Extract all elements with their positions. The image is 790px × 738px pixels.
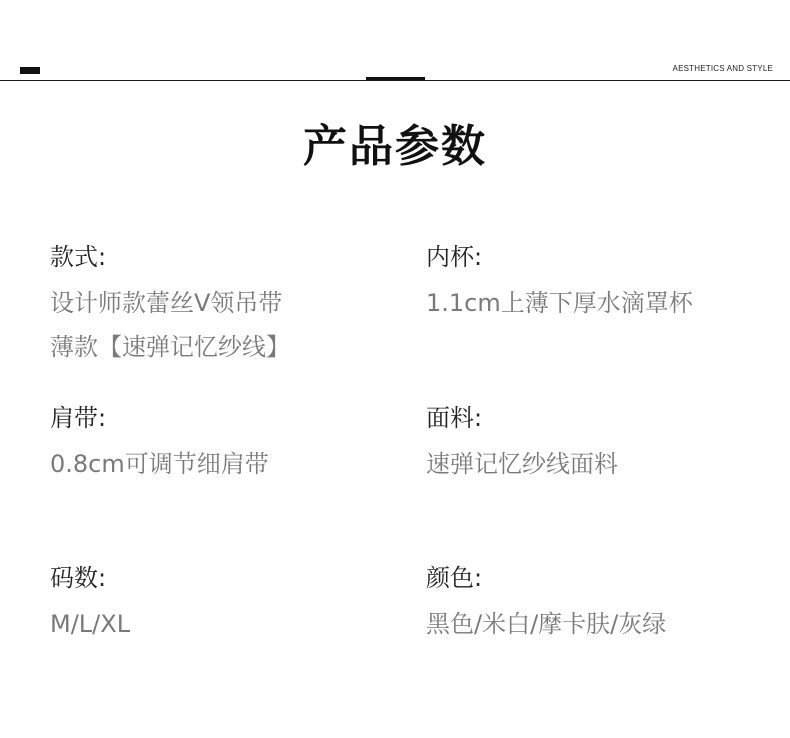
param-size-label: 码数:	[50, 564, 107, 592]
param-color-value: 黑色/米白/摩卡肤/灰绿	[426, 610, 667, 638]
param-fabric-value: 速弹记忆纱线面料	[426, 450, 618, 478]
header-tagline: AESTHETICS AND STYLE	[672, 64, 773, 73]
header-divider	[0, 80, 790, 81]
param-cup	[426, 242, 693, 318]
param-color	[426, 563, 666, 639]
param-size-value: M/L/XL	[50, 610, 131, 638]
param-style-value-line1: 设计师款蕾丝V领吊带	[50, 289, 283, 317]
param-fabric-label: 面料:	[426, 404, 483, 432]
param-style-label: 款式:	[50, 243, 107, 271]
param-style-value-line2: 薄款【速弹记忆纱线】	[50, 333, 290, 361]
param-color-label: 颜色:	[426, 564, 483, 592]
page-title: 产品参数	[303, 121, 487, 172]
param-strap	[50, 403, 269, 479]
param-cup-value: 1.1cm上薄下厚水滴罩杯	[426, 289, 693, 317]
param-strap-value: 0.8cm可调节细肩带	[50, 450, 269, 478]
param-style	[50, 242, 290, 362]
param-strap-label: 肩带:	[50, 404, 107, 432]
param-cup-label: 内杯:	[426, 243, 483, 271]
header-left-mark	[20, 67, 40, 74]
param-size	[50, 563, 130, 639]
param-fabric	[426, 403, 618, 479]
